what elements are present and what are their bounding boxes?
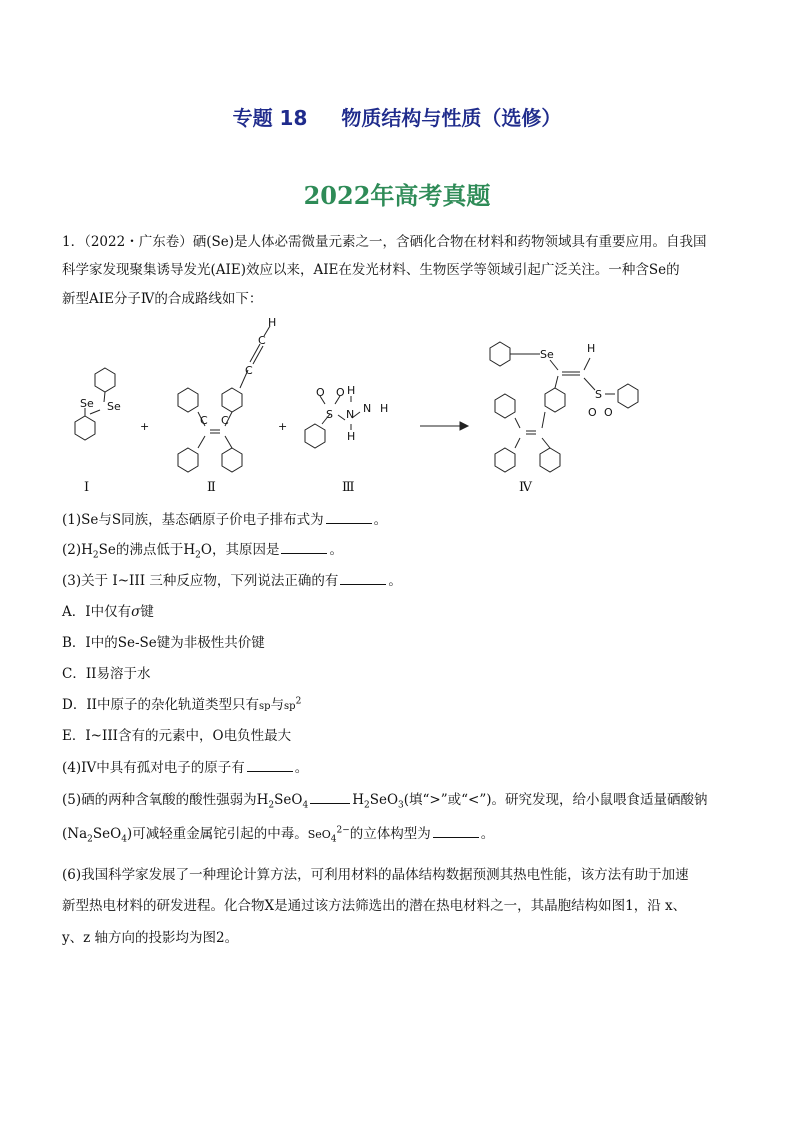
intro-line-2: 科学家发现聚集诱导发光(AIE)效应以来，AIE在发光材料、生物医学等领域引起广泛关注。一种含Se的 — [62, 262, 680, 278]
intro-line-3: 新型AIE分子Ⅳ的合成路线如下： — [62, 291, 263, 307]
option-a: A．I中仅有σ键 — [62, 604, 154, 620]
atom-o-2: O — [336, 386, 345, 399]
q1: (1)Se与S同族，基态硒原子价电子排布式为 。 — [62, 512, 388, 528]
molecule-ii — [178, 326, 270, 472]
atom-c-4: C — [258, 334, 266, 347]
answer-blank[interactable] — [281, 541, 327, 554]
label-iii: Ⅲ — [342, 480, 355, 495]
atom-o-3: O — [588, 406, 597, 419]
option-e: E．I~III含有的元素中，O电负性最大 — [62, 728, 292, 744]
topic-title: 物质结构与性质（选修） — [341, 106, 562, 130]
atom-o-4: O — [604, 406, 613, 419]
answer-blank[interactable] — [340, 572, 386, 585]
option-c: C．II易溶于水 — [62, 666, 151, 682]
answer-blank[interactable] — [310, 791, 350, 804]
answer-blank[interactable] — [247, 759, 293, 772]
atom-h-5: H — [587, 342, 596, 355]
option-d: D．II中原子的杂化轨道类型只有sp与$sp^2$ — [62, 696, 302, 713]
topic-number: 专题 18 — [232, 106, 308, 130]
page-title — [0, 102, 794, 131]
q6-line-2: 新型热电材料的研发进程。化合物X是通过该方法筛选出的潜在热电材料之一，其晶胞结构如图1，沿 x、 — [62, 898, 687, 914]
label-ii: Ⅱ — [207, 480, 216, 495]
option-b: B．I中的Se-Se键为非极性共价键 — [62, 635, 265, 651]
intro-line-1: 1．（2022・广东卷）硒(Se)是人体必需微量元素之一，含硒化合物在材料和药物领域具有重要应用。自我国 — [62, 234, 707, 250]
q2: $(2)H_2Se$的沸点低于$H_2O$，其原因是 。 — [62, 542, 343, 561]
atom-h-3: H — [347, 430, 356, 443]
label-iv: Ⅳ — [519, 480, 532, 495]
atom-h-2: H — [347, 384, 356, 397]
atom-s-2: S — [595, 388, 602, 401]
q6-line-1: (6)我国科学家发展了一种理论计算方法，可利用材料的晶体结构数据预测其热电性能，该方法有助于加速 — [62, 867, 689, 883]
atom-c-3: C — [245, 364, 253, 377]
atom-c-2: C — [221, 414, 229, 427]
atom-se-2: Se — [80, 397, 94, 410]
atom-h-4: H — [380, 402, 389, 415]
atom-c-1: C — [200, 414, 208, 427]
atom-o-1: O — [316, 386, 325, 399]
q4: (4)IV中具有孤对电子的原子有 。 — [62, 760, 309, 776]
answer-blank[interactable] — [433, 825, 479, 838]
reaction-scheme — [60, 312, 660, 482]
section-title: 2022年高考真题 — [303, 181, 491, 210]
atom-se-1: Se — [107, 400, 121, 413]
label-i: Ⅰ — [84, 480, 90, 495]
atom-n-2: N — [363, 402, 372, 415]
atom-s-1: S — [326, 408, 333, 421]
atom-h-1: H — [268, 316, 277, 329]
q3: (3)关于 I~III 三种反应物，下列说法正确的有 。 — [62, 573, 402, 589]
atom-n-1: N — [346, 408, 355, 421]
plus-2: + — [278, 420, 288, 433]
q5-line-1: (5)硒的两种含氧酸的酸性强弱为$H_2SeO_4$ $H_2SeO_3$(填“>”或“<”)。研究发现，给小鼠喂食适量硒酸钠 — [62, 792, 708, 811]
atom-se-3: Se — [540, 348, 554, 361]
q5-line-2: $(Na_2SeO_4)$可减轻重金属铊引起的中毒。SeO$_4^{2-}$的立体构型为 。 — [62, 825, 495, 845]
plus-1: + — [140, 420, 150, 433]
answer-blank[interactable] — [326, 511, 372, 524]
q6-line-3: y、z 轴方向的投影均为图2。 — [62, 930, 239, 946]
molecule-iv — [490, 342, 638, 472]
